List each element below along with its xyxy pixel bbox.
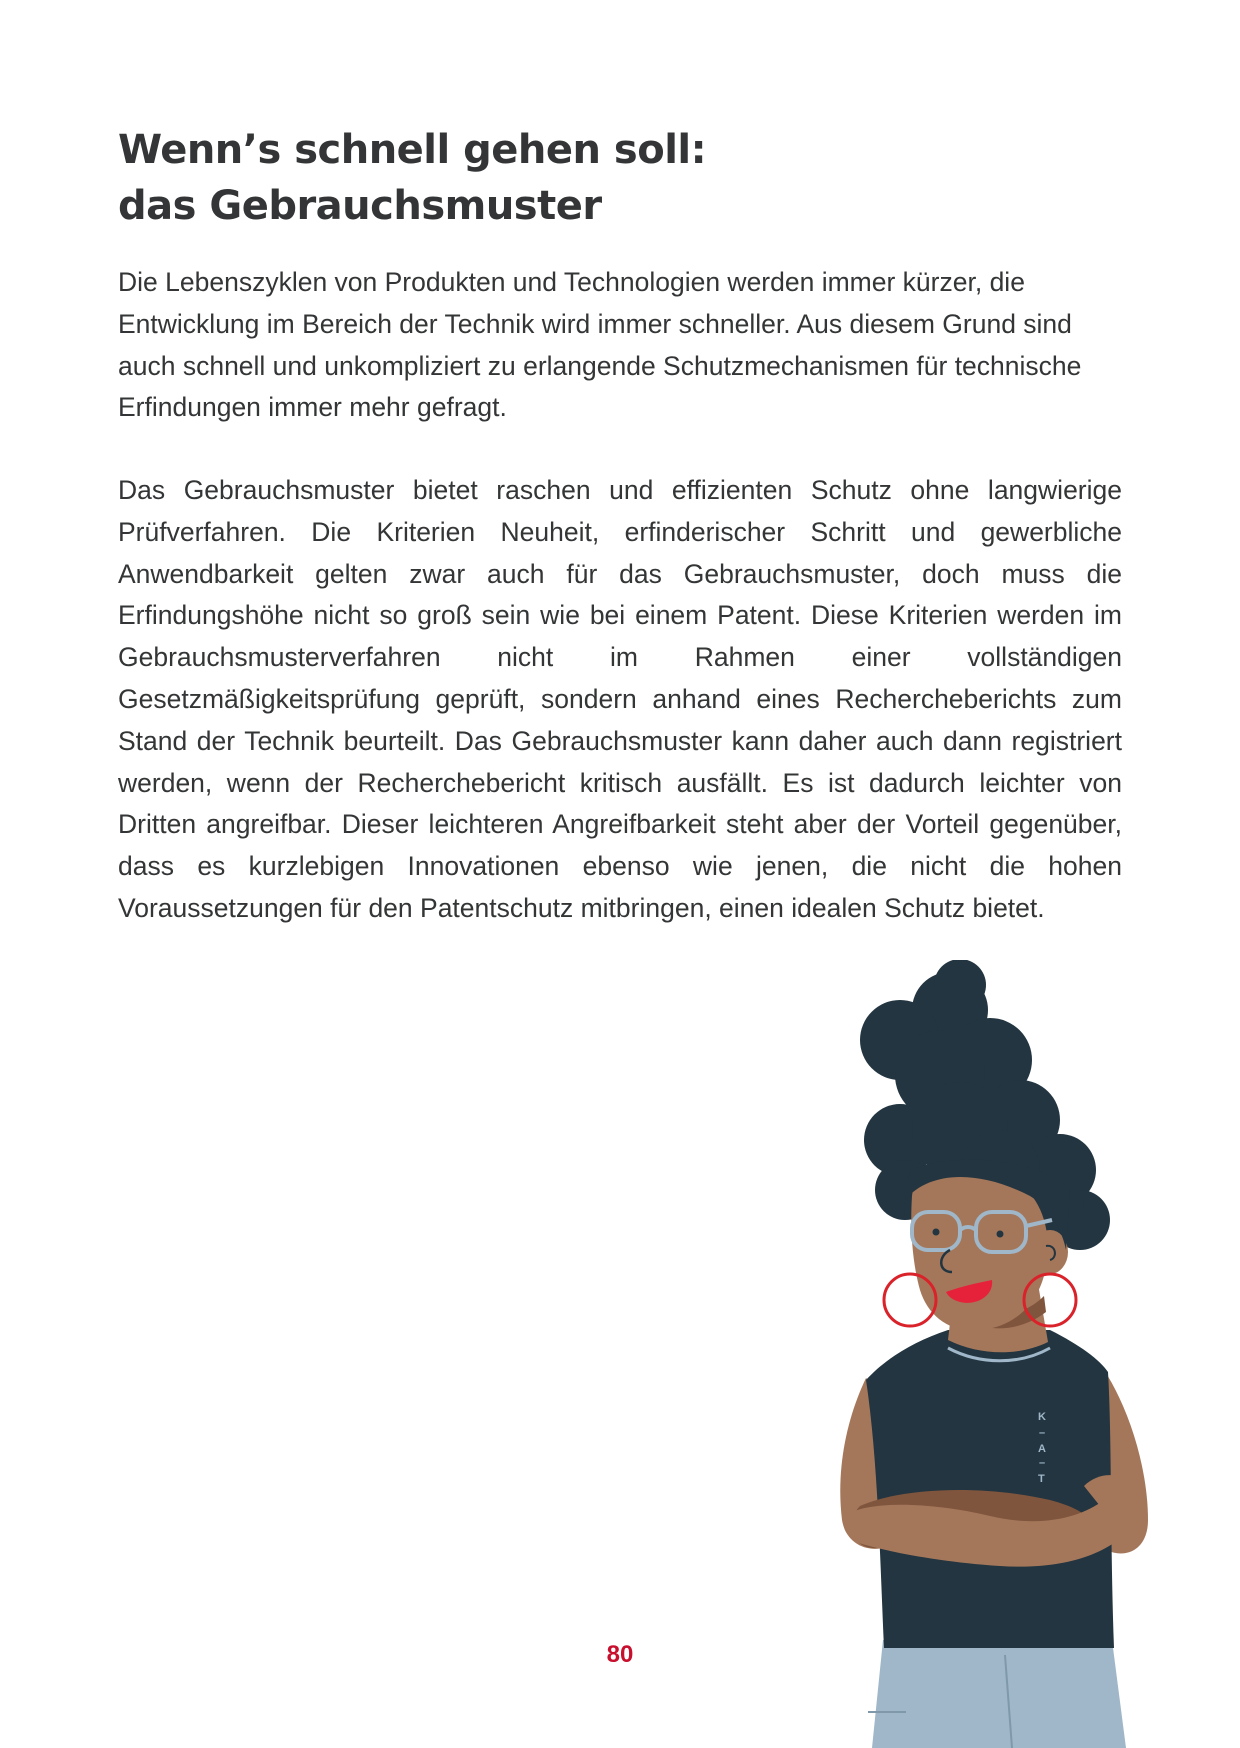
shirt [866, 1330, 1114, 1648]
intro-paragraph: Die Lebenszyklen von Produkten und Technologien werden immer kürzer, die Entwicklung im Bereich der Technik wird immer schneller. Aus diesem Grund sind auch schnell und unkompliziert zu erlangende Schutzmechanismen für technische Erfindungen immer mehr gefragt. [118, 267, 1082, 423]
shirt-logo: K – A – T [1038, 1411, 1046, 1485]
title-line-1: Wenn’s schnell gehen soll: [118, 127, 707, 173]
eye-left [933, 1229, 940, 1236]
title-line-2: das Gebrauchsmuster [118, 183, 602, 229]
page-title [118, 122, 1018, 234]
body-paragraph: Das Gebrauchsmuster bietet raschen und effizienten Schutz ohne langwierige Prüfverfahren. Die Kriterien Neuheit, erfinderischer Schritt und gewerbliche Anwendbarkeit gelten zwar auch für das Gebrauchsmuster, doch muss die Erfindungshöhe nicht so groß sein wie bei einem Patent. Diese Kriterien werden im Gebrauchsmusterverfahren nicht im Rahmen einer vollständigen Gesetzmäßigkeitsprüfung geprüft, sondern anhand eines Rechercheberichts zum Stand der Technik beurteilt. Das Gebrauchsmuster kann daher auch dann registriert werden, wenn der Recherchebericht kritisch ausfällt. Es ist dadurch leichter von Dritten angreifbar. Dieser leichteren Angreifbarkeit steht aber der Vorteil gegenüber, dass es kurzlebigen Innovationen ebenso wie jenen, die nicht die hohen Voraussetzungen für den Patentschutz mitbringen, einen idealen Schutz bietet. [118, 475, 1122, 923]
woman-illustration [820, 960, 1180, 1748]
page-number: 80 [606, 1641, 634, 1668]
eye-right [997, 1231, 1004, 1238]
jeans [872, 1640, 1126, 1748]
